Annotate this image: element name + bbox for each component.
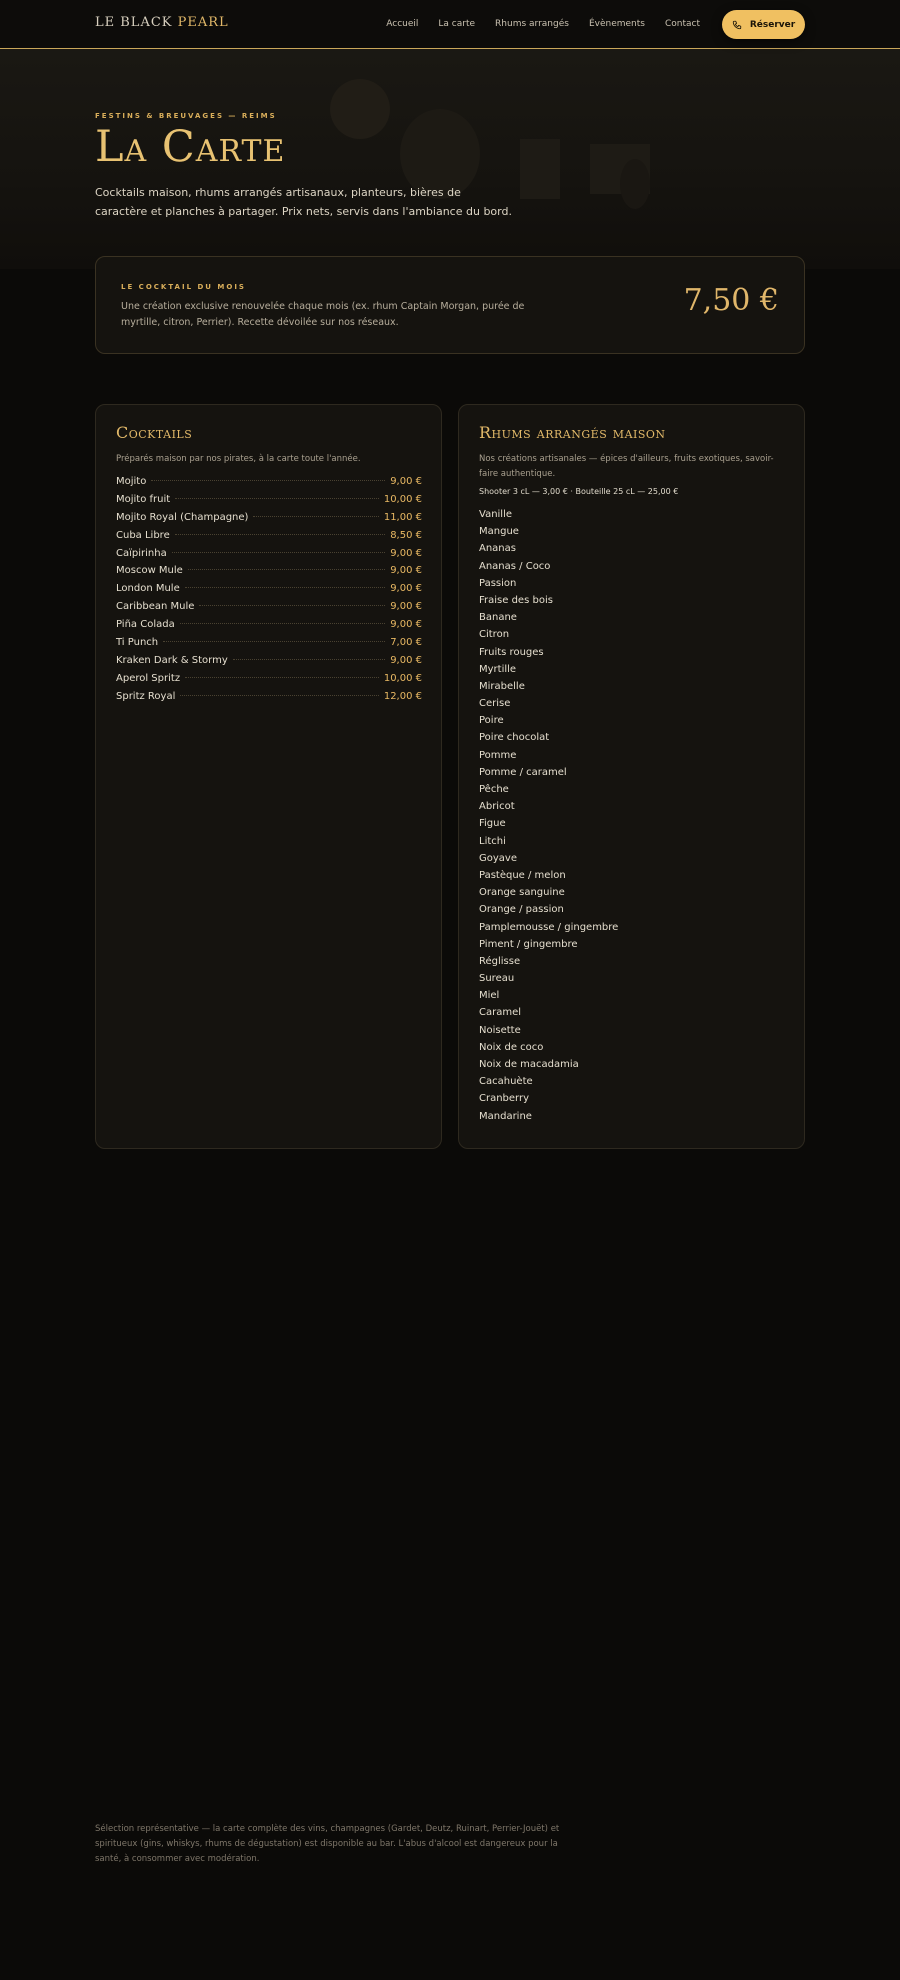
flavor-item: Goyave — [479, 852, 517, 864]
dot-leader — [151, 480, 385, 481]
flavor-item: Pastèque / melon — [479, 869, 566, 881]
reserve-label: Réserver — [749, 19, 796, 30]
menu-item-price: 9,00 € — [390, 565, 422, 577]
flavor-item: Abricot — [479, 801, 515, 813]
page-title: La Carte — [95, 122, 286, 172]
menu-item-price: 9,00 € — [390, 476, 422, 487]
hero-decor — [520, 139, 560, 199]
dot-leader — [185, 677, 379, 678]
nav-link-rhums-arranges[interactable]: Rhums arrangés — [495, 19, 569, 29]
flavor-item: Cerise — [479, 698, 511, 710]
menu-item-price: 9,00 € — [390, 619, 422, 631]
dot-leader — [253, 516, 378, 517]
flavor-item: Banane — [479, 612, 517, 624]
flavor-item: Noix de coco — [479, 1041, 544, 1053]
flavor-item: Réglisse — [479, 955, 521, 967]
menu-item — [116, 548, 422, 566]
menu-item-price: 9,00 € — [390, 601, 422, 613]
flavor-item: Litchi — [479, 835, 506, 847]
site-header — [0, 0, 900, 49]
flavor-item: Mirabelle — [479, 680, 525, 692]
menu-item-name: Kraken Dark & Stormy — [116, 654, 228, 666]
menu-item — [116, 637, 422, 655]
dot-leader — [180, 623, 385, 624]
flavor-item: Piment / gingembre — [479, 938, 578, 950]
dot-leader — [233, 659, 385, 660]
menu-item — [116, 565, 422, 583]
hero-eyebrow: FESTINS & BREUVAGES — REIMS — [95, 112, 277, 120]
rhums-card — [458, 404, 805, 1149]
flavor-item: Orange sanguine — [479, 887, 565, 899]
menu-item-name: Mojito — [116, 476, 147, 487]
nav-link-accueil[interactable]: Accueil — [386, 19, 419, 29]
flavor-item: Fraise des bois — [479, 594, 553, 606]
menu-item — [116, 691, 422, 709]
menu-item — [116, 601, 422, 619]
cocktails-title: Cocktails — [116, 423, 193, 442]
menu-item — [116, 512, 422, 530]
cocktail-of-month-price: 7,50 € — [683, 283, 779, 318]
flavor-item: Mangue — [479, 526, 519, 538]
menu-item — [116, 583, 422, 601]
menu-item-name: Spritz Royal — [116, 690, 176, 702]
flavor-item: Pomme — [479, 749, 517, 761]
cocktail-list — [116, 476, 422, 709]
hero-decor — [330, 79, 390, 139]
cocktails-card — [95, 404, 442, 1149]
menu-item — [116, 530, 422, 548]
cocktails-subtitle: Préparés maison par nos pirates, à la carte toute l'année. — [116, 454, 361, 464]
flavor-item: Pomme / caramel — [479, 766, 567, 778]
menu-item-price: 11,00 € — [383, 511, 422, 523]
flavor-item: Ananas — [479, 543, 516, 555]
main-nav — [386, 19, 700, 29]
dot-leader — [199, 605, 385, 606]
dot-leader — [172, 552, 385, 553]
flavor-item: Passion — [479, 577, 517, 589]
cocktail-of-month-description: Une création exclusive renouvelée chaque mois (ex. rhum Captain Morgan, purée de myrtille, citron, Perrier). Recette dévoilée sur nos réseaux. — [121, 301, 525, 328]
flavor-item: Pamplemousse / gingembre — [479, 921, 619, 933]
dot-leader — [175, 498, 379, 499]
cocktail-of-month-card — [95, 256, 805, 354]
menu-item-name: Mojito fruit — [116, 493, 171, 505]
flavor-item: Poire — [479, 715, 504, 727]
rhums-pricing: Shooter 3 cL — 3,00 € · Bouteille 25 cL — 25,00 € — [479, 487, 679, 496]
menu-item-name: Piña Colada — [116, 619, 175, 631]
menu-item-price: 9,00 € — [390, 583, 422, 595]
flavor-item: Ananas / Coco — [479, 560, 551, 572]
flavor-item: Cacahuète — [479, 1076, 533, 1088]
nav-link-la-carte[interactable]: La carte — [438, 19, 476, 29]
flavor-item: Fruits rouges — [479, 646, 544, 658]
reserve-button[interactable] — [722, 10, 805, 39]
flavor-item: Mandarine — [479, 1110, 532, 1122]
rhums-subtitle: Nos créations artisanales — épices d'ailleurs, fruits exotiques, savoir-faire authentique. — [479, 454, 774, 479]
menu-item-name: Aperol Spritz — [116, 672, 181, 684]
menu-item-name: Caribbean Mule — [116, 601, 195, 613]
menu-item-name: Caïpirinha — [116, 547, 167, 559]
flavor-item: Myrtille — [479, 663, 517, 675]
flavor-item: Sureau — [479, 973, 515, 985]
rhums-title: Rhums arrangés maison — [479, 423, 666, 442]
menu-item-price: 8,50 € — [390, 529, 422, 541]
nav-link-contact[interactable]: Contact — [664, 19, 700, 29]
menu-item — [116, 655, 422, 673]
dot-leader — [180, 695, 378, 696]
menu-item-name: Moscow Mule — [116, 565, 183, 577]
dot-leader — [163, 641, 385, 642]
flavor-item: Vanille — [479, 509, 513, 520]
menu-item — [116, 673, 422, 691]
menu-item-price: 10,00 € — [383, 672, 422, 684]
menu-item-price: 9,00 € — [390, 654, 422, 666]
flavor-item: Cranberry — [479, 1093, 530, 1105]
flavor-item: Citron — [479, 629, 510, 641]
phone-icon — [732, 20, 742, 30]
cocktail-of-month-label: LE COCKTAIL DU MOIS — [121, 283, 246, 291]
flavor-item: Orange / passion — [479, 904, 564, 916]
menu-item-name: Ti Punch — [116, 637, 159, 649]
flavor-item: Noix de macadamia — [479, 1059, 579, 1070]
menu-item-name: Mojito Royal (Champagne) — [116, 511, 249, 523]
dot-leader — [188, 569, 385, 570]
menu-item-price: 10,00 € — [383, 493, 422, 505]
flavor-item: Poire chocolat — [479, 732, 550, 744]
menu-item-price: 7,00 € — [390, 637, 422, 649]
dot-leader — [185, 587, 385, 588]
footnote: Sélection représentative — la carte complète des vins, champagnes (Gardet, Deutz, Ruinart, Perrier-Jouët) et spiritueux (gins, whiskys, rhums de dégustation) est disponible au bar. L'abus d'alcool est dangereux pour la santé, à consommer avec modération. — [95, 1824, 560, 1864]
menu-item-name: London Mule — [116, 583, 180, 595]
flavor-item: Figue — [479, 818, 506, 830]
menu-item-name: Cuba Libre — [116, 529, 170, 541]
hero-decor — [620, 159, 650, 209]
flavor-item: Noisette — [479, 1024, 521, 1036]
logo-text: LE BLACK — [95, 15, 178, 30]
flavor-item: Caramel — [479, 1007, 522, 1019]
flavor-item: Miel — [479, 990, 500, 1002]
menu-item — [116, 619, 422, 637]
site-logo[interactable] — [95, 15, 229, 30]
menu-item — [116, 494, 422, 512]
nav-link-evenements[interactable]: Évènements — [588, 19, 645, 29]
hero-intro: Cocktails maison, rhums arrangés artisanaux, planteurs, bières de caractère et planches à partager. Prix nets, servis dans l'ambiance du bord. — [95, 186, 512, 218]
menu-item — [116, 476, 422, 494]
dot-leader — [175, 534, 385, 535]
flavor-list — [479, 509, 618, 1128]
logo-accent-text: PEARL — [177, 15, 229, 30]
flavor-item: Pêche — [479, 784, 509, 795]
menu-item-price: 12,00 € — [383, 690, 422, 702]
menu-item-price: 9,00 € — [390, 547, 422, 559]
